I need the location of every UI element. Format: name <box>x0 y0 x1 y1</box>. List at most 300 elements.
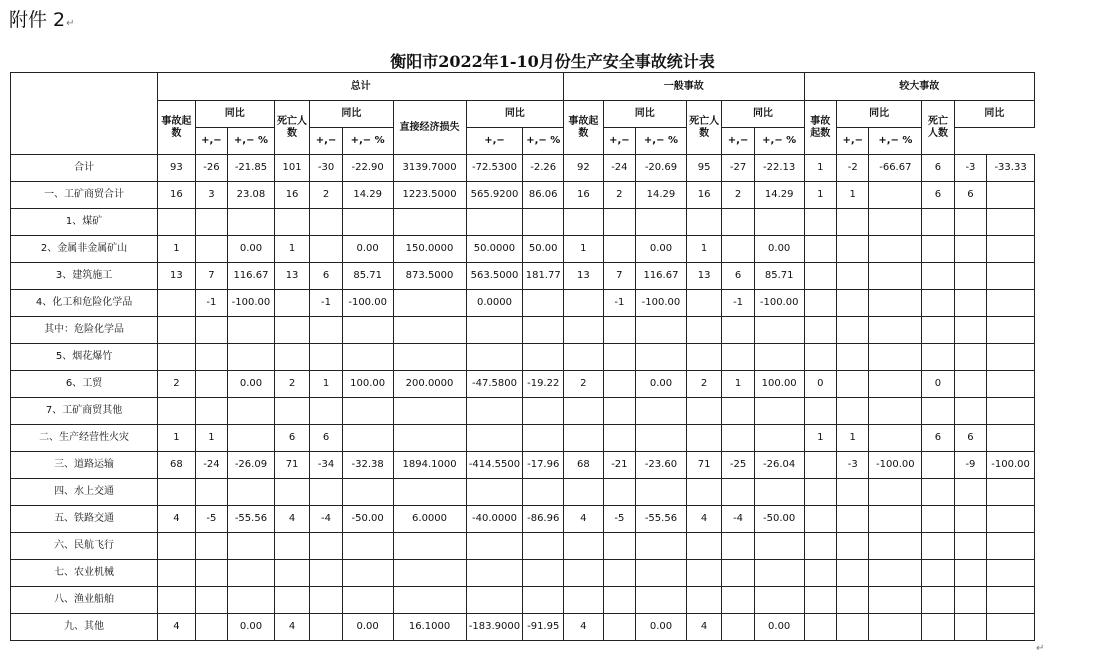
data-cell: -4 <box>310 506 342 533</box>
data-cell <box>922 317 954 344</box>
data-cell <box>869 371 922 398</box>
data-cell: 0.00 <box>636 371 687 398</box>
data-cell: -100.00 <box>869 452 922 479</box>
header-pct: +,− % <box>523 128 564 155</box>
attachment-label: 附件 2↵ <box>9 9 75 31</box>
data-cell <box>603 317 635 344</box>
data-cell: -21.85 <box>228 155 275 182</box>
data-cell: -55.56 <box>228 506 275 533</box>
data-cell <box>869 236 922 263</box>
data-cell: -100.00 <box>754 290 804 317</box>
data-cell <box>722 587 754 614</box>
data-cell: 200.0000 <box>393 371 466 398</box>
data-cell <box>722 560 754 587</box>
data-cell <box>686 344 722 371</box>
data-cell <box>310 614 342 641</box>
data-cell <box>274 344 310 371</box>
data-cell <box>987 533 1035 560</box>
data-cell: 2 <box>564 371 604 398</box>
data-cell <box>195 236 227 263</box>
data-cell <box>754 209 804 236</box>
data-cell: 6 <box>922 155 954 182</box>
data-cell <box>564 479 604 506</box>
data-cell: -26.04 <box>754 452 804 479</box>
header-accidents: 事故起数 <box>804 101 836 155</box>
data-cell <box>722 317 754 344</box>
data-cell <box>869 209 922 236</box>
data-cell <box>603 371 635 398</box>
data-cell <box>686 209 722 236</box>
data-cell: 116.67 <box>636 263 687 290</box>
header-yoy: 同比 <box>954 101 1034 128</box>
data-cell: 150.0000 <box>393 236 466 263</box>
data-cell: 0.00 <box>228 236 275 263</box>
data-cell <box>922 479 954 506</box>
row-label: 八、渔业船舶 <box>11 587 158 614</box>
data-cell: -21 <box>603 452 635 479</box>
data-cell: 71 <box>274 452 310 479</box>
data-cell <box>987 344 1035 371</box>
data-cell: -3 <box>954 155 986 182</box>
row-label: 6、工贸 <box>11 371 158 398</box>
data-cell <box>922 209 954 236</box>
data-cell: 1 <box>686 236 722 263</box>
data-cell <box>195 344 227 371</box>
data-cell: 16 <box>158 182 196 209</box>
data-cell <box>686 560 722 587</box>
data-cell: -100.00 <box>342 290 393 317</box>
data-cell <box>837 506 869 533</box>
data-cell <box>195 317 227 344</box>
data-cell <box>342 560 393 587</box>
data-cell <box>158 317 196 344</box>
row-label: 合计 <box>11 155 158 182</box>
data-cell <box>158 344 196 371</box>
data-cell <box>195 560 227 587</box>
data-cell: 1 <box>564 236 604 263</box>
data-cell <box>804 344 836 371</box>
data-cell: -50.00 <box>342 506 393 533</box>
data-cell <box>922 506 954 533</box>
data-cell <box>722 209 754 236</box>
data-cell: -22.13 <box>754 155 804 182</box>
data-cell <box>922 344 954 371</box>
data-cell: 23.08 <box>228 182 275 209</box>
data-cell: 1 <box>158 236 196 263</box>
table-row <box>11 371 1035 398</box>
data-cell: 2 <box>686 371 722 398</box>
data-cell: -33.33 <box>987 155 1035 182</box>
data-cell: 0.00 <box>342 614 393 641</box>
data-cell <box>869 479 922 506</box>
data-cell: 1894.1000 <box>393 452 466 479</box>
table-row <box>11 587 1035 614</box>
header-deaths: 死亡人数 <box>922 101 954 155</box>
data-cell <box>466 317 523 344</box>
data-cell <box>158 533 196 560</box>
data-cell: 16 <box>686 182 722 209</box>
data-cell <box>954 506 986 533</box>
data-cell <box>158 479 196 506</box>
data-cell: -24 <box>195 452 227 479</box>
header-diff: +,− <box>310 128 342 155</box>
data-cell: -22.90 <box>342 155 393 182</box>
data-cell: 6 <box>954 425 986 452</box>
data-cell <box>158 209 196 236</box>
data-cell <box>564 317 604 344</box>
data-cell: -1 <box>195 290 227 317</box>
data-cell <box>195 371 227 398</box>
data-cell <box>804 614 836 641</box>
data-cell <box>686 587 722 614</box>
data-cell: 6.0000 <box>393 506 466 533</box>
data-cell: -50.00 <box>754 506 804 533</box>
data-cell <box>869 533 922 560</box>
data-cell <box>837 533 869 560</box>
data-cell <box>636 560 687 587</box>
data-cell <box>274 317 310 344</box>
row-label: 2、金属非金属矿山 <box>11 236 158 263</box>
data-cell: 95 <box>686 155 722 182</box>
data-cell <box>523 479 564 506</box>
data-cell <box>310 236 342 263</box>
table-row <box>11 155 1035 182</box>
data-cell <box>837 290 869 317</box>
data-cell <box>722 344 754 371</box>
data-cell: -1 <box>603 290 635 317</box>
data-cell <box>686 479 722 506</box>
data-cell: 181.77 <box>523 263 564 290</box>
row-label: 二、生产经营性火灾 <box>11 425 158 452</box>
data-cell <box>195 533 227 560</box>
data-cell <box>722 425 754 452</box>
header-accidents: 事故起数 <box>158 101 196 155</box>
header-yoy: 同比 <box>722 101 804 128</box>
data-cell <box>393 317 466 344</box>
row-label: 五、铁路交通 <box>11 506 158 533</box>
data-cell <box>954 236 986 263</box>
data-cell <box>722 533 754 560</box>
data-cell: 6 <box>922 182 954 209</box>
data-cell: 4 <box>274 506 310 533</box>
data-cell: 1223.5000 <box>393 182 466 209</box>
data-cell <box>523 209 564 236</box>
data-cell: 16.1000 <box>393 614 466 641</box>
data-cell <box>466 533 523 560</box>
data-cell: -2.26 <box>523 155 564 182</box>
data-cell <box>954 479 986 506</box>
data-cell: 1 <box>837 425 869 452</box>
data-cell <box>722 398 754 425</box>
data-cell: 4 <box>158 614 196 641</box>
table-row <box>11 290 1035 317</box>
data-cell <box>228 398 275 425</box>
data-cell <box>636 479 687 506</box>
data-cell <box>837 209 869 236</box>
header-deaths: 死亡人数 <box>686 101 722 155</box>
data-cell: 13 <box>274 263 310 290</box>
data-cell: 13 <box>686 263 722 290</box>
data-cell <box>837 560 869 587</box>
header-diff: +,− <box>603 128 635 155</box>
data-cell <box>754 398 804 425</box>
data-cell: 563.5000 <box>466 263 523 290</box>
data-cell: 85.71 <box>754 263 804 290</box>
data-cell <box>342 398 393 425</box>
data-cell: -9 <box>954 452 986 479</box>
data-cell <box>274 479 310 506</box>
header-diff: +,− <box>722 128 754 155</box>
header-yoy: 同比 <box>603 101 686 128</box>
data-cell <box>804 290 836 317</box>
data-cell: 16 <box>564 182 604 209</box>
data-cell <box>954 560 986 587</box>
data-cell: 0.0000 <box>466 290 523 317</box>
data-cell <box>954 398 986 425</box>
data-cell <box>342 533 393 560</box>
data-cell: -30 <box>310 155 342 182</box>
row-label: 3、建筑施工 <box>11 263 158 290</box>
data-cell: -32.38 <box>342 452 393 479</box>
data-cell: -66.67 <box>869 155 922 182</box>
data-cell <box>564 344 604 371</box>
data-cell: 86.06 <box>523 182 564 209</box>
data-cell: 93 <box>158 155 196 182</box>
data-cell: -20.69 <box>636 155 687 182</box>
data-cell <box>954 587 986 614</box>
data-cell <box>922 398 954 425</box>
data-cell <box>523 290 564 317</box>
data-cell: 0.00 <box>754 614 804 641</box>
data-cell <box>466 479 523 506</box>
data-cell: 3139.7000 <box>393 155 466 182</box>
data-cell <box>686 290 722 317</box>
data-cell: -86.96 <box>523 506 564 533</box>
table-row <box>11 209 1035 236</box>
data-cell <box>987 371 1035 398</box>
data-cell: 2 <box>310 182 342 209</box>
data-cell: -55.56 <box>636 506 687 533</box>
data-cell: 92 <box>564 155 604 182</box>
data-cell <box>310 560 342 587</box>
data-cell: 0.00 <box>228 371 275 398</box>
data-cell <box>754 560 804 587</box>
header-blank-cell <box>11 73 158 155</box>
data-cell: 14.29 <box>342 182 393 209</box>
data-cell <box>274 587 310 614</box>
data-cell <box>393 425 466 452</box>
data-cell: 1 <box>158 425 196 452</box>
data-cell: 0 <box>922 371 954 398</box>
data-cell <box>987 479 1035 506</box>
data-cell: -34 <box>310 452 342 479</box>
data-cell <box>837 614 869 641</box>
data-cell: -26 <box>195 155 227 182</box>
data-cell <box>564 290 604 317</box>
data-cell <box>342 317 393 344</box>
row-label: 其中：危险化学品 <box>11 317 158 344</box>
header-pct: +,− % <box>754 128 804 155</box>
table-row <box>11 425 1035 452</box>
row-label: 六、民航飞行 <box>11 533 158 560</box>
data-cell <box>804 317 836 344</box>
data-cell <box>158 560 196 587</box>
data-cell: 1 <box>722 371 754 398</box>
data-cell <box>636 317 687 344</box>
data-cell <box>228 344 275 371</box>
data-cell <box>954 317 986 344</box>
data-cell: -3 <box>837 452 869 479</box>
data-cell <box>636 587 687 614</box>
data-cell <box>869 317 922 344</box>
data-cell: -1 <box>722 290 754 317</box>
data-cell: 4 <box>158 506 196 533</box>
data-cell: 0.00 <box>754 236 804 263</box>
data-cell: 4 <box>686 614 722 641</box>
data-cell <box>987 506 1035 533</box>
data-cell <box>804 479 836 506</box>
data-cell <box>310 398 342 425</box>
header-total: 总计 <box>158 73 564 101</box>
data-cell <box>869 182 922 209</box>
data-cell <box>987 614 1035 641</box>
data-cell: 0.00 <box>636 614 687 641</box>
header-yoy: 同比 <box>466 101 564 128</box>
data-cell <box>837 398 869 425</box>
data-cell <box>869 398 922 425</box>
data-cell <box>342 209 393 236</box>
data-cell: 7 <box>603 263 635 290</box>
data-cell <box>754 425 804 452</box>
data-cell: 14.29 <box>636 182 687 209</box>
data-cell <box>310 533 342 560</box>
data-cell: -25 <box>722 452 754 479</box>
data-cell: -5 <box>195 506 227 533</box>
data-cell: -414.5500 <box>466 452 523 479</box>
data-cell: -17.96 <box>523 452 564 479</box>
data-cell <box>922 587 954 614</box>
data-cell <box>603 533 635 560</box>
data-cell <box>523 560 564 587</box>
data-cell <box>722 236 754 263</box>
data-cell: 1 <box>310 371 342 398</box>
data-cell <box>987 317 1035 344</box>
data-cell <box>922 614 954 641</box>
table-row <box>11 452 1035 479</box>
data-cell <box>987 560 1035 587</box>
data-cell <box>228 209 275 236</box>
data-cell <box>804 236 836 263</box>
header-diff: +,− <box>466 128 523 155</box>
data-cell: -91.95 <box>523 614 564 641</box>
data-cell <box>466 560 523 587</box>
data-cell <box>228 587 275 614</box>
data-cell <box>523 533 564 560</box>
data-cell <box>922 263 954 290</box>
row-label: 三、道路运输 <box>11 452 158 479</box>
data-cell <box>393 209 466 236</box>
header-yoy: 同比 <box>310 101 393 128</box>
data-cell <box>158 587 196 614</box>
data-cell <box>523 317 564 344</box>
data-cell <box>523 344 564 371</box>
data-cell <box>869 290 922 317</box>
data-cell: 565.9200 <box>466 182 523 209</box>
data-cell <box>987 425 1035 452</box>
data-cell: -4 <box>722 506 754 533</box>
data-cell <box>228 533 275 560</box>
row-label: 七、农业机械 <box>11 560 158 587</box>
data-cell: -72.5300 <box>466 155 523 182</box>
data-cell: 6 <box>722 263 754 290</box>
data-cell <box>837 344 869 371</box>
data-cell <box>922 452 954 479</box>
data-cell: 6 <box>954 182 986 209</box>
data-cell <box>393 587 466 614</box>
data-cell <box>922 236 954 263</box>
data-cell: 14.29 <box>754 182 804 209</box>
data-cell <box>636 398 687 425</box>
row-label: 一、工矿商贸合计 <box>11 182 158 209</box>
data-cell <box>342 344 393 371</box>
data-cell <box>393 533 466 560</box>
data-cell: -183.9000 <box>466 614 523 641</box>
data-cell <box>837 479 869 506</box>
data-cell <box>564 209 604 236</box>
data-cell: 50.00 <box>523 236 564 263</box>
data-cell: 2 <box>158 371 196 398</box>
header-accidents: 事故起数 <box>564 101 604 155</box>
data-cell <box>603 209 635 236</box>
data-cell: 1 <box>195 425 227 452</box>
table-row <box>11 182 1035 209</box>
data-cell: -40.0000 <box>466 506 523 533</box>
data-cell <box>869 506 922 533</box>
data-cell <box>954 614 986 641</box>
data-cell: 4 <box>564 614 604 641</box>
data-cell <box>523 425 564 452</box>
data-cell <box>954 344 986 371</box>
data-cell <box>228 560 275 587</box>
data-cell: 50.0000 <box>466 236 523 263</box>
data-cell: 3 <box>195 182 227 209</box>
data-cell <box>804 587 836 614</box>
data-cell <box>804 452 836 479</box>
data-cell: -23.60 <box>636 452 687 479</box>
data-cell: 68 <box>564 452 604 479</box>
data-cell: 6 <box>310 425 342 452</box>
table-row <box>11 560 1035 587</box>
data-cell <box>954 263 986 290</box>
data-cell <box>603 560 635 587</box>
data-cell <box>195 209 227 236</box>
data-cell <box>342 479 393 506</box>
data-cell: 6 <box>310 263 342 290</box>
data-cell <box>636 425 687 452</box>
data-cell <box>195 398 227 425</box>
data-cell <box>869 425 922 452</box>
data-cell <box>603 479 635 506</box>
data-cell <box>603 398 635 425</box>
data-cell: -2 <box>837 155 869 182</box>
data-cell: -100.00 <box>987 452 1035 479</box>
data-cell: 68 <box>158 452 196 479</box>
data-cell <box>393 398 466 425</box>
data-cell <box>603 344 635 371</box>
data-cell <box>342 425 393 452</box>
header-general: 一般事故 <box>564 73 804 101</box>
data-cell <box>804 263 836 290</box>
